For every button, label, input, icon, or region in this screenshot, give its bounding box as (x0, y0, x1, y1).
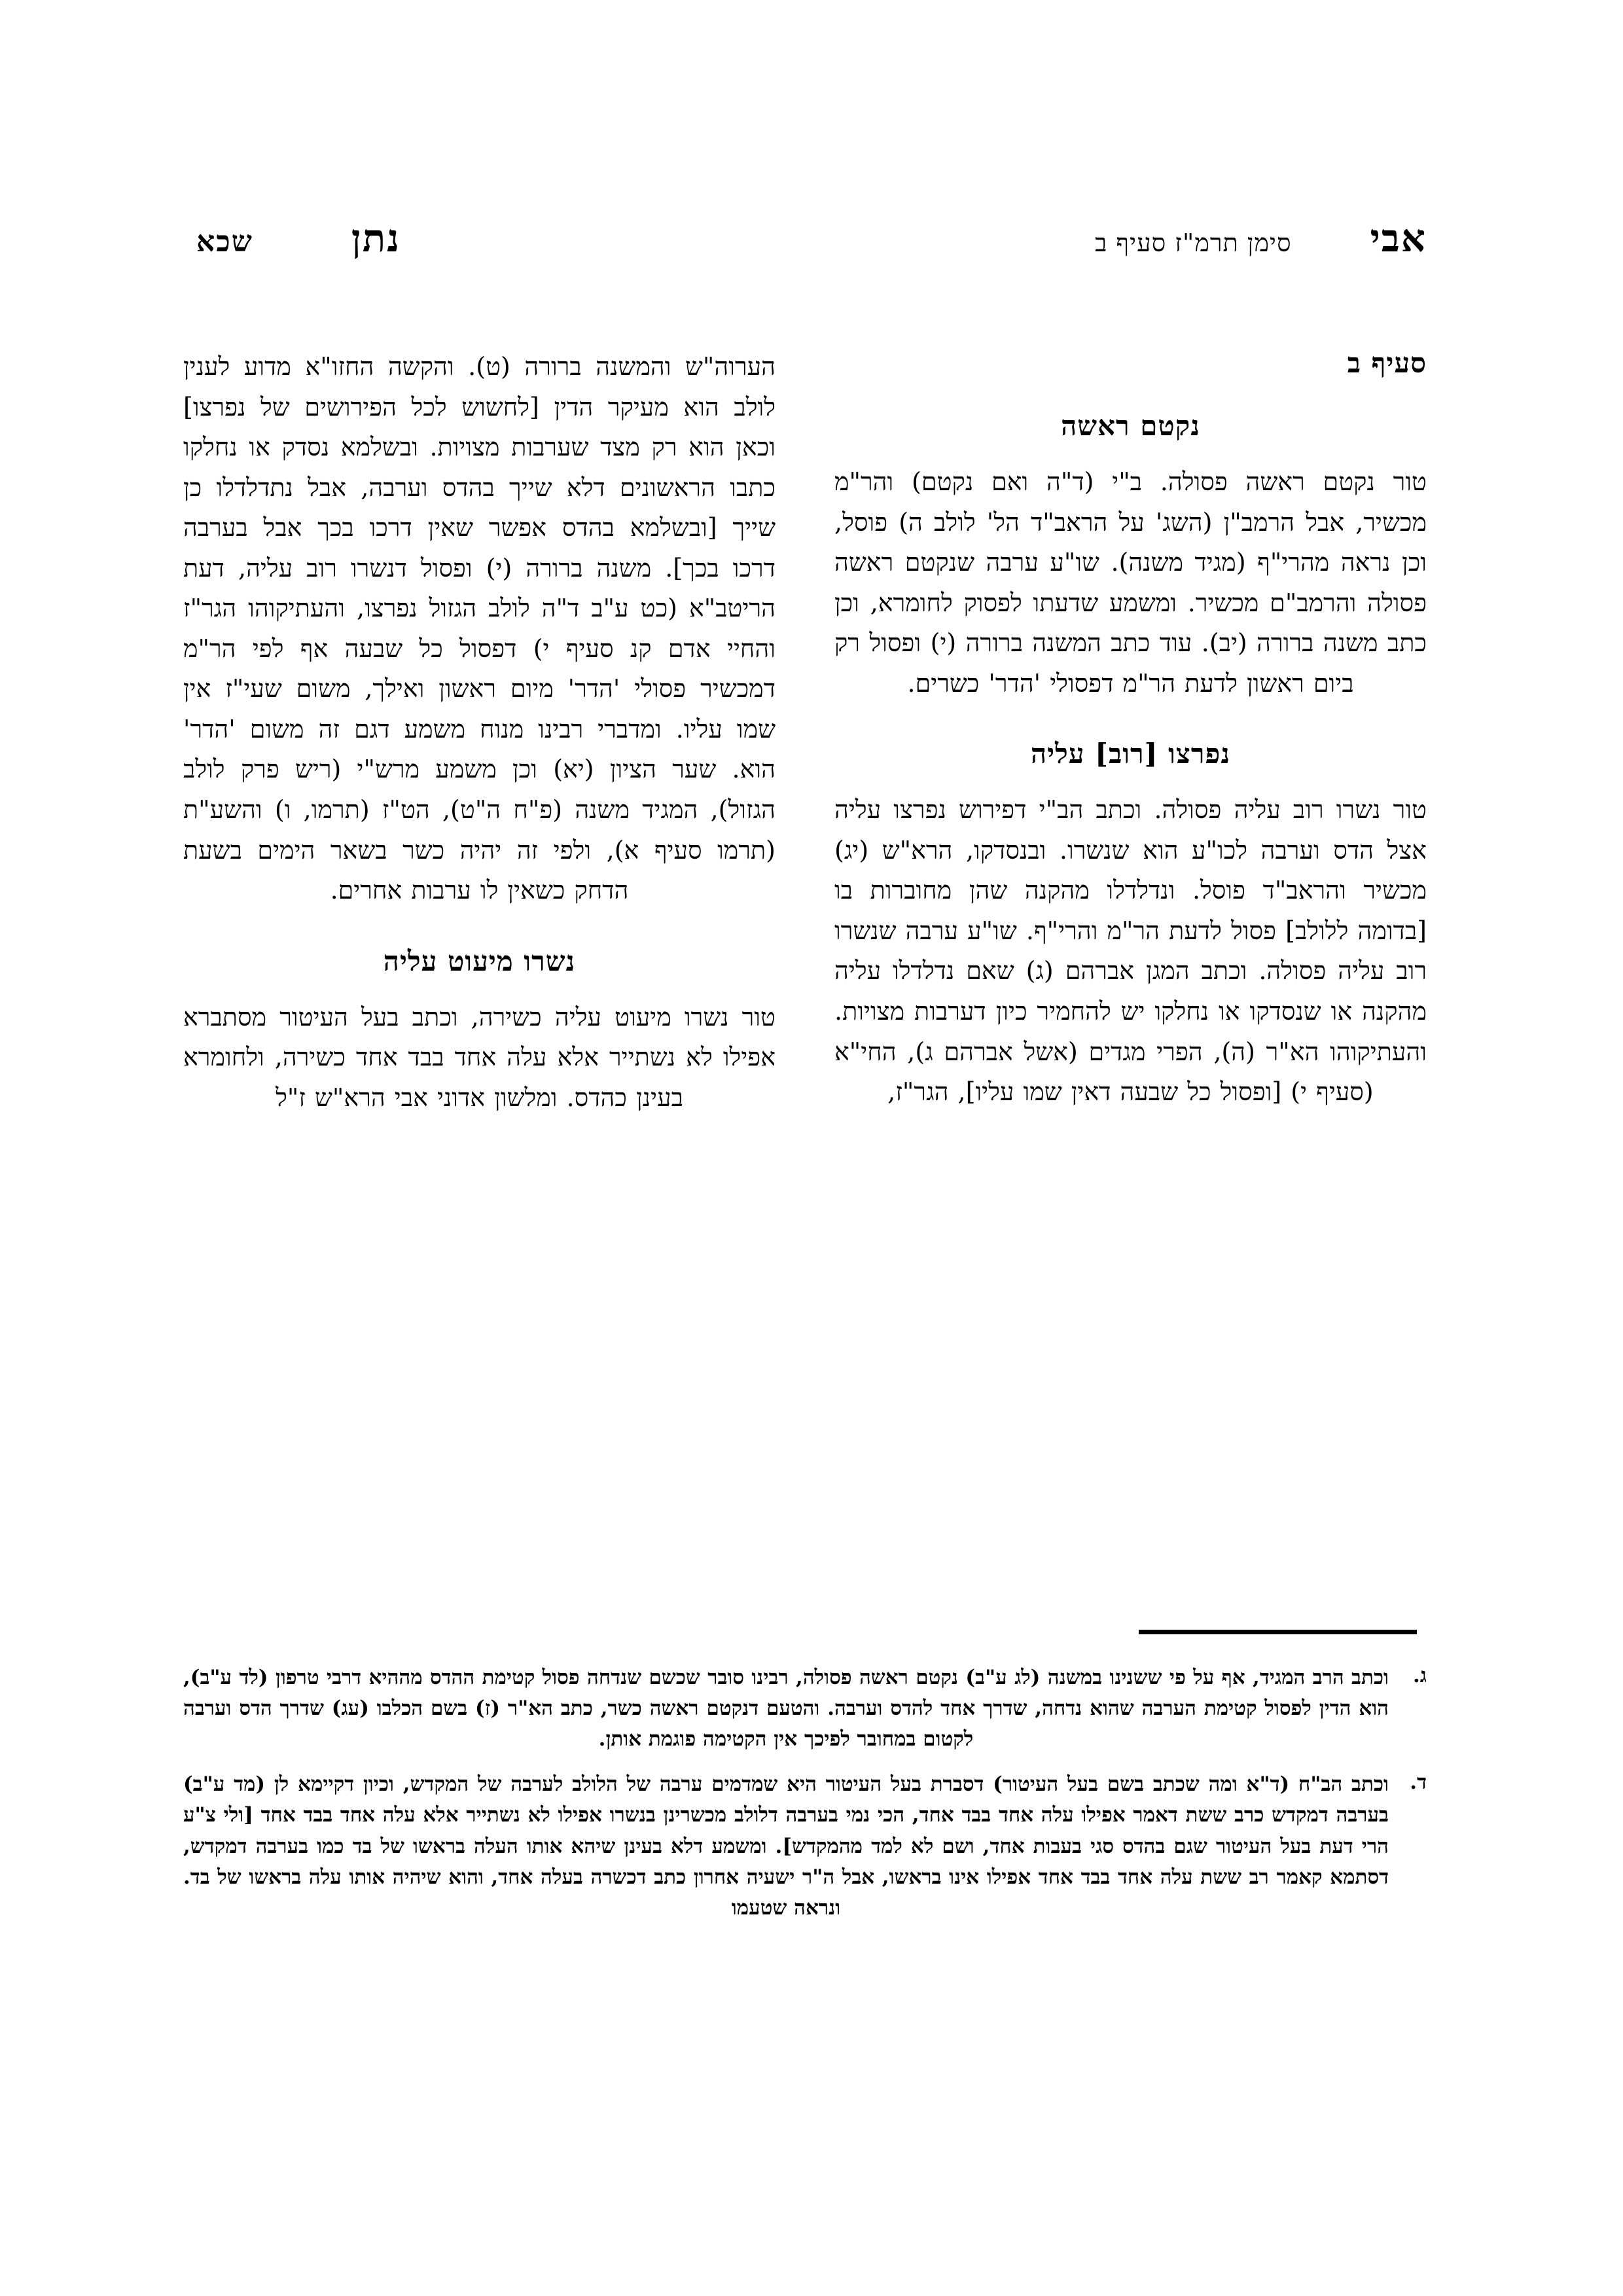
subheading-niktam-rosha: נקטם ראשה (1061, 410, 1200, 442)
footnote-dalet-number: ד. (1410, 1770, 1427, 1795)
running-head-book-title: אבי (1370, 216, 1427, 260)
column-left (183, 347, 776, 1571)
body-columns (183, 347, 1427, 1571)
subheading-nifretzu-rov-aleha: נפרצו [רוב] עליה (1030, 738, 1231, 770)
running-head-author: נתן (351, 216, 401, 260)
paragraph-continuation: הערוה"ש והמשנה ברורה (ט). והקשה החזו"א מדוע לענין לולב הוא מעיקר הדין [לחשוש לכל הפירושים של נפרצו] וכאן הוא רק מצד שערבות מצויות. ובשלמא נסדק או נחלקו כתבו הראשונים דלא שייך בהדס וערבה, אבל נתדלדלו כן שייך [ובשלמא בהדס אפשר שאין דרכו בכך אבל בערבה דרכו בכך]. משנה ברורה (י) ופסול דנשרו רוב עליה, דעת הריטב"א (כט ע"ב ד"ה לולב הגזול נפרצו, והעתיקוהו הגר"ז והחיי אדם קנ סעיף י) דפסול כל שבעה אף לפי הר"מ דמכשיר פסולי 'הדר' מיום ראשון ואילך, משום שעי"ז אין שמו עליו. ומדברי רבינו מנוח משמע דגם זה משום 'הדר' הוא. שער הציון (יא) וכן משמע מרש"י (ריש פרק לולב הגזול), המגיד משנה (פ"ח ה"ט), הט"ז (תרמו, ו) והשע"ת (תרמו סעיף א), ולפי זה יהיה כשר בשאר הימים בשעת הדחק כשאין לו ערבות אחרים. (183, 352, 776, 905)
footnote-gimel-text: וכתב הרב המגיד, אף על פי ששנינו במשנה (לג ע"ב) נקטם ראשה פסולה, רבינו סובר שכשם שנדחה פסול קטימת ההדס מההיא דרבי טרפון (לד ע"ב), הוא הדין לפסול קטימת הערבה שהוא נדחה, שדרך אחד להדס וערבה. והטעם דנקטם ראשה כשר, כתב הא"ר (ז) בשם הכלבו (עג) שדרך הדס וערבה לקטום במחובר לפיכך אין הקטימה פוגמת אותן. (183, 1666, 1389, 1751)
section-label-seif-bet: סעיף ב (1347, 347, 1427, 379)
footnote-dalet (183, 1769, 1427, 1924)
column-right (834, 347, 1427, 1571)
subheading-nashru-miut-aleha: נשרו מיעוט עליה (383, 944, 576, 977)
footnote-gimel (183, 1662, 1427, 1755)
footnote-gimel-number: ג. (1412, 1664, 1427, 1687)
running-head-siman: סימן תרמ"ז סעיף ב (1095, 228, 1292, 257)
footnote-dalet-text: וכתב הב"ח (ד"א ומה שכתב בשם בעל העיטור) דסברת בעל העיטור היא שמדמים ערבה של הלולב לערבה של המקדש, וכיון דקיימא לן (מד ע"ב) בערבה דמקדש כרב ששת דאמר אפילו עלה אחד בבד אחד, הכי נמי בערבה דלולב מכשרינן בנשרו אפילו לא נשתייר אלא עלה אחד בבד אחד [ולי צ"ע הרי דעת בעל העיטור שגם בהדס סגי בעבות אחד, ושם לא למד מהמקדש]. ומשמע דלא בעינן שיהא אותו העלה בראשו של בד כמו בערבה דמקדש, דסתמא קאמר רב ששת עלה אחד בבד אחד אפילו אינו בראשו, אבל ה"ר ישעיה אחרון כתב דכשרה בעלה אחד, והוא שיהיה אותו עלה בראשו של בד. ונראה שטעמו (183, 1772, 1389, 1920)
footnotes-block (183, 1662, 1427, 1938)
paragraph-niktam-rosha: טור נקטם ראשה פסולה. ב"י (ד"ה ואם נקטם) והר"מ מכשיר, אבל הרמב"ן (השג' על הראב"ד הל' לולב ה) פוסל, וכן נראה מהרי"ף (מגיד משנה). שו"ע ערבה שנקטם ראשה פסולה והרמב"ם מכשיר. ומשמע שדעתו לפסוק לחומרא, וכן כתב משנה ברורה (יב). עוד כתב המשנה ברורה (י) ופסול רק ביום ראשון לדעת הר"מ דפסולי 'הדר' כשרים. (834, 467, 1427, 698)
paragraph-nashru-miut-aleha: טור נשרו מיעוט עליה כשירה, וכתב בעל העיטור מסתברא אפילו לא נשתייר אלא עלה אחד בבד אחד כשירה, ולחומרא בעינן כהדס. ומלשון אדוני אבי הרא"ש ז"ל (183, 1002, 776, 1112)
footnote-separator-rule (1139, 1630, 1417, 1634)
running-head (196, 216, 1427, 275)
running-head-page-number: שכא (196, 225, 253, 259)
paragraph-nifretzu-rov-aleha: טור נשרו רוב עליה פסולה. וכתב הב"י דפירוש נפרצו עליה אצל הדס וערבה לכו"ע הוא שנשרו. ובנסדקו, הרא"ש (יג) מכשיר והראב"ד פוסל. ונדלדלו מהקנה שהן מחוברות בו [בדומה ללולב] פסול לדעת הר"מ והרי"ף. שו"ע ערבה שנשרו רוב עליה פסולה. וכתב המגן אברהם (ג) שאם נדלדלו עליה מהקנה או שנסדקו או נחלקו יש להחמיר כיון דערבות מצויות. והעתיקוהו הא"ר (ה), הפרי מגדים (אשל אברהם ג), החי"א (סעיף י) [ופסול כל שבעה דאין שמו עליו], הגר"ז, (834, 795, 1427, 1107)
